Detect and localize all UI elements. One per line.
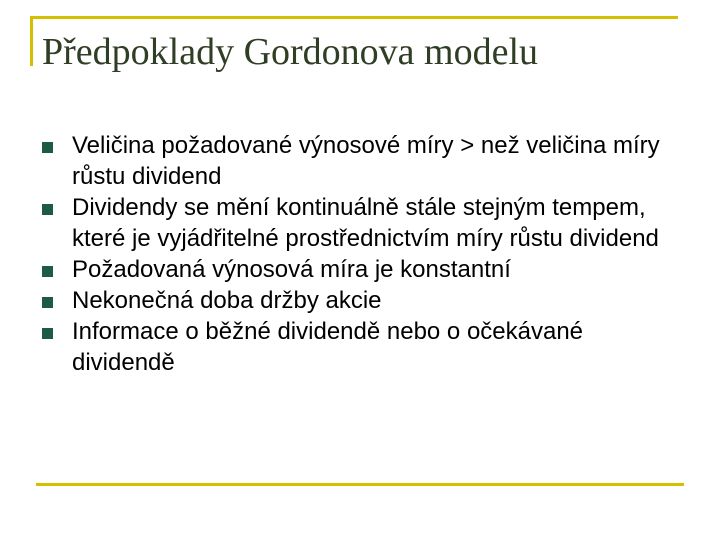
- frame-left-line: [30, 16, 33, 66]
- bullet-text: Informace o běžné dividendě nebo o očekávané dividendě: [72, 318, 584, 376]
- bullet-text: Veličina požadované výnosové míry > než veličina míry růstu dividend: [72, 132, 660, 190]
- bullet-list: [42, 130, 682, 378]
- square-bullet-icon: [42, 266, 53, 277]
- bullet-text: Dividendy se mění kontinuálně stále stejným tempem, které je vyjádřitelné prostřednictvím míry růstu dividend: [72, 194, 659, 252]
- slide-title: Předpoklady Gordonova modelu: [42, 31, 539, 73]
- square-bullet-icon: [42, 142, 53, 153]
- square-bullet-icon: [42, 297, 53, 308]
- bullet-item: [42, 285, 682, 316]
- frame-bottom-line: [36, 483, 684, 486]
- frame-top-line: [30, 16, 678, 19]
- bullet-text: Požadovaná výnosová míra je konstantní: [72, 256, 511, 283]
- bullet-item: [42, 130, 682, 192]
- bullet-item: [42, 192, 682, 254]
- bullet-text: Nekonečná doba držby akcie: [72, 287, 382, 314]
- square-bullet-icon: [42, 328, 53, 339]
- bullet-item: [42, 316, 682, 378]
- square-bullet-icon: [42, 204, 53, 215]
- bullet-item: [42, 254, 682, 285]
